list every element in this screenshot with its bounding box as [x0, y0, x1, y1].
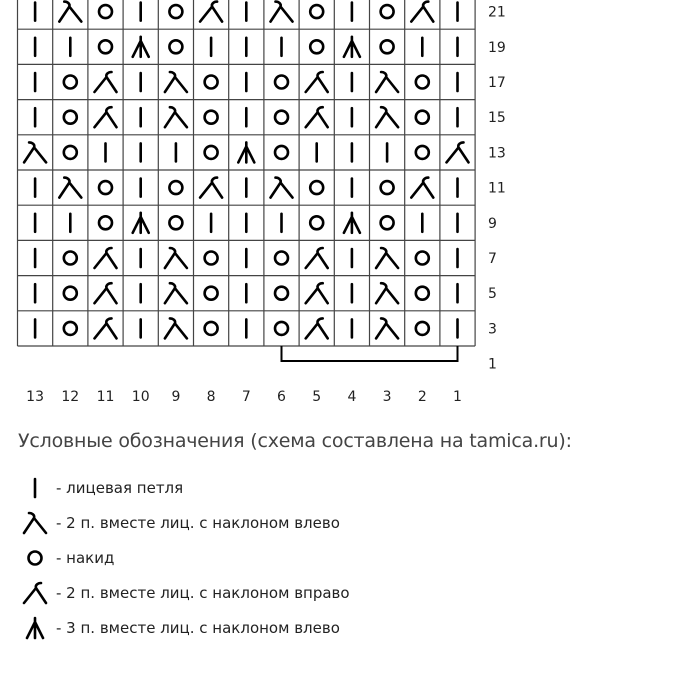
left-decrease-icon [165, 107, 187, 127]
yarn-over-icon [310, 5, 323, 18]
column-label: 6 [277, 389, 286, 405]
yarn-over-icon [310, 40, 323, 53]
double-decrease-icon [344, 213, 360, 233]
double-decrease-icon [344, 37, 360, 57]
row-label: 9 [488, 215, 497, 232]
yarn-over-icon [64, 76, 77, 89]
left-decrease-icon [271, 2, 293, 22]
column-label: 9 [171, 389, 181, 405]
yarn-over-icon [205, 287, 218, 300]
yarn-over-icon [99, 181, 112, 194]
left-decrease-icon [59, 178, 81, 198]
yarn-over-icon [381, 5, 394, 18]
right-decrease-icon [306, 248, 328, 268]
legend-label: - 2 п. вместе лиц. с наклоном влево [56, 514, 340, 532]
yarn-over-icon [275, 76, 288, 89]
double-decrease-icon [238, 142, 254, 162]
yarn-over-icon [416, 322, 429, 335]
yarn-over-icon [275, 111, 288, 124]
right-decrease-icon [411, 2, 433, 22]
yarn-over-icon [99, 40, 112, 53]
legend-symbol [18, 474, 54, 502]
row-label: 1 [488, 356, 497, 373]
column-label: 3 [382, 389, 392, 405]
yarn-over-icon [416, 252, 429, 265]
yarn-over-icon [416, 287, 429, 300]
yarn-over-icon [205, 111, 218, 124]
yarn-over-icon [205, 76, 218, 89]
right-decrease-icon [306, 283, 328, 303]
yarn-over-icon [169, 181, 182, 194]
yarn-over-icon [381, 181, 394, 194]
row-label: 19 [488, 39, 506, 56]
legend-item [18, 614, 340, 642]
right-decrease-icon [95, 283, 117, 303]
yarn-over-icon [99, 5, 112, 18]
row-label: 7 [488, 251, 497, 267]
column-label: 12 [61, 389, 80, 405]
row-label: 15 [488, 110, 506, 127]
column-label: 10 [131, 389, 150, 405]
yarn-over-icon [310, 216, 323, 229]
left-decrease-icon [271, 178, 293, 198]
legend-symbol [18, 544, 54, 572]
legend-symbol [18, 614, 54, 642]
right-decrease-icon [411, 178, 433, 198]
right-decrease-icon [95, 318, 117, 338]
left-decrease-icon [165, 283, 187, 303]
yarn-over-icon [29, 552, 42, 565]
yarn-over-icon [310, 181, 323, 194]
left-decrease-icon [59, 2, 81, 22]
column-label: 2 [417, 389, 427, 405]
repeat-bracket [282, 346, 458, 361]
yarn-over-icon [64, 322, 77, 335]
column-label: 13 [26, 389, 45, 405]
left-decrease-icon [165, 318, 187, 338]
left-decrease-icon [376, 107, 398, 127]
yarn-over-icon [275, 146, 288, 159]
yarn-over-icon [275, 287, 288, 300]
double-decrease-icon [133, 213, 149, 233]
double-decrease-icon [133, 37, 149, 57]
right-decrease-icon [95, 248, 117, 268]
yarn-over-icon [169, 5, 182, 18]
right-decrease-icon [95, 72, 117, 92]
left-decrease-icon [24, 142, 46, 162]
yarn-over-icon [275, 252, 288, 265]
yarn-over-icon [169, 40, 182, 53]
legend-item [18, 474, 183, 502]
column-label: 4 [347, 389, 357, 405]
row-label: 5 [488, 286, 497, 303]
column-label: 7 [241, 389, 251, 405]
left-decrease-icon [165, 72, 187, 92]
left-decrease-icon [376, 283, 398, 303]
left-decrease-icon [165, 248, 187, 268]
right-decrease-icon [95, 107, 117, 127]
yarn-over-icon [64, 287, 77, 300]
column-label: 1 [453, 389, 462, 405]
row-label: 11 [488, 180, 506, 197]
left-decrease-icon [24, 513, 46, 533]
legend-item [18, 509, 340, 537]
double-decrease-icon [27, 618, 43, 638]
legend-symbol [18, 579, 54, 607]
legend-item [18, 544, 114, 572]
yarn-over-icon [416, 76, 429, 89]
right-decrease-icon [306, 318, 328, 338]
right-decrease-icon [306, 72, 328, 92]
yarn-over-icon [275, 322, 288, 335]
column-label: 11 [96, 389, 115, 405]
legend-label: - лицевая петля [56, 479, 184, 497]
row-label: 17 [488, 75, 506, 91]
legend-label: - 2 п. вместе лиц. с наклоном вправо [56, 584, 350, 602]
right-decrease-icon [306, 107, 328, 127]
yarn-over-icon [169, 216, 182, 229]
column-label: 5 [312, 389, 322, 405]
right-decrease-icon [200, 178, 222, 198]
yarn-over-icon [205, 252, 218, 265]
row-label: 21 [488, 4, 506, 21]
yarn-over-icon [416, 146, 429, 159]
yarn-over-icon [64, 252, 77, 265]
legend-title: Условные обозначения (схема составлена на tamica.ru): [18, 430, 572, 452]
legend-label: - 3 п. вместе лиц. с наклоном влево [56, 619, 340, 637]
row-label: 3 [488, 321, 497, 338]
yarn-over-icon [64, 111, 77, 124]
legend-symbol [18, 509, 54, 537]
yarn-over-icon [205, 322, 218, 335]
column-label: 8 [206, 389, 216, 405]
left-decrease-icon [376, 248, 398, 268]
right-decrease-icon [200, 2, 222, 22]
right-decrease-icon [447, 142, 469, 162]
left-decrease-icon [376, 318, 398, 338]
row-label: 13 [488, 145, 506, 162]
yarn-over-icon [416, 111, 429, 124]
right-decrease-icon [24, 583, 46, 603]
left-decrease-icon [376, 72, 398, 92]
yarn-over-icon [381, 216, 394, 229]
yarn-over-icon [64, 146, 77, 159]
yarn-over-icon [99, 216, 112, 229]
yarn-over-icon [205, 146, 218, 159]
legend-label: - накид [56, 549, 115, 567]
legend-item [18, 579, 350, 607]
yarn-over-icon [381, 40, 394, 53]
